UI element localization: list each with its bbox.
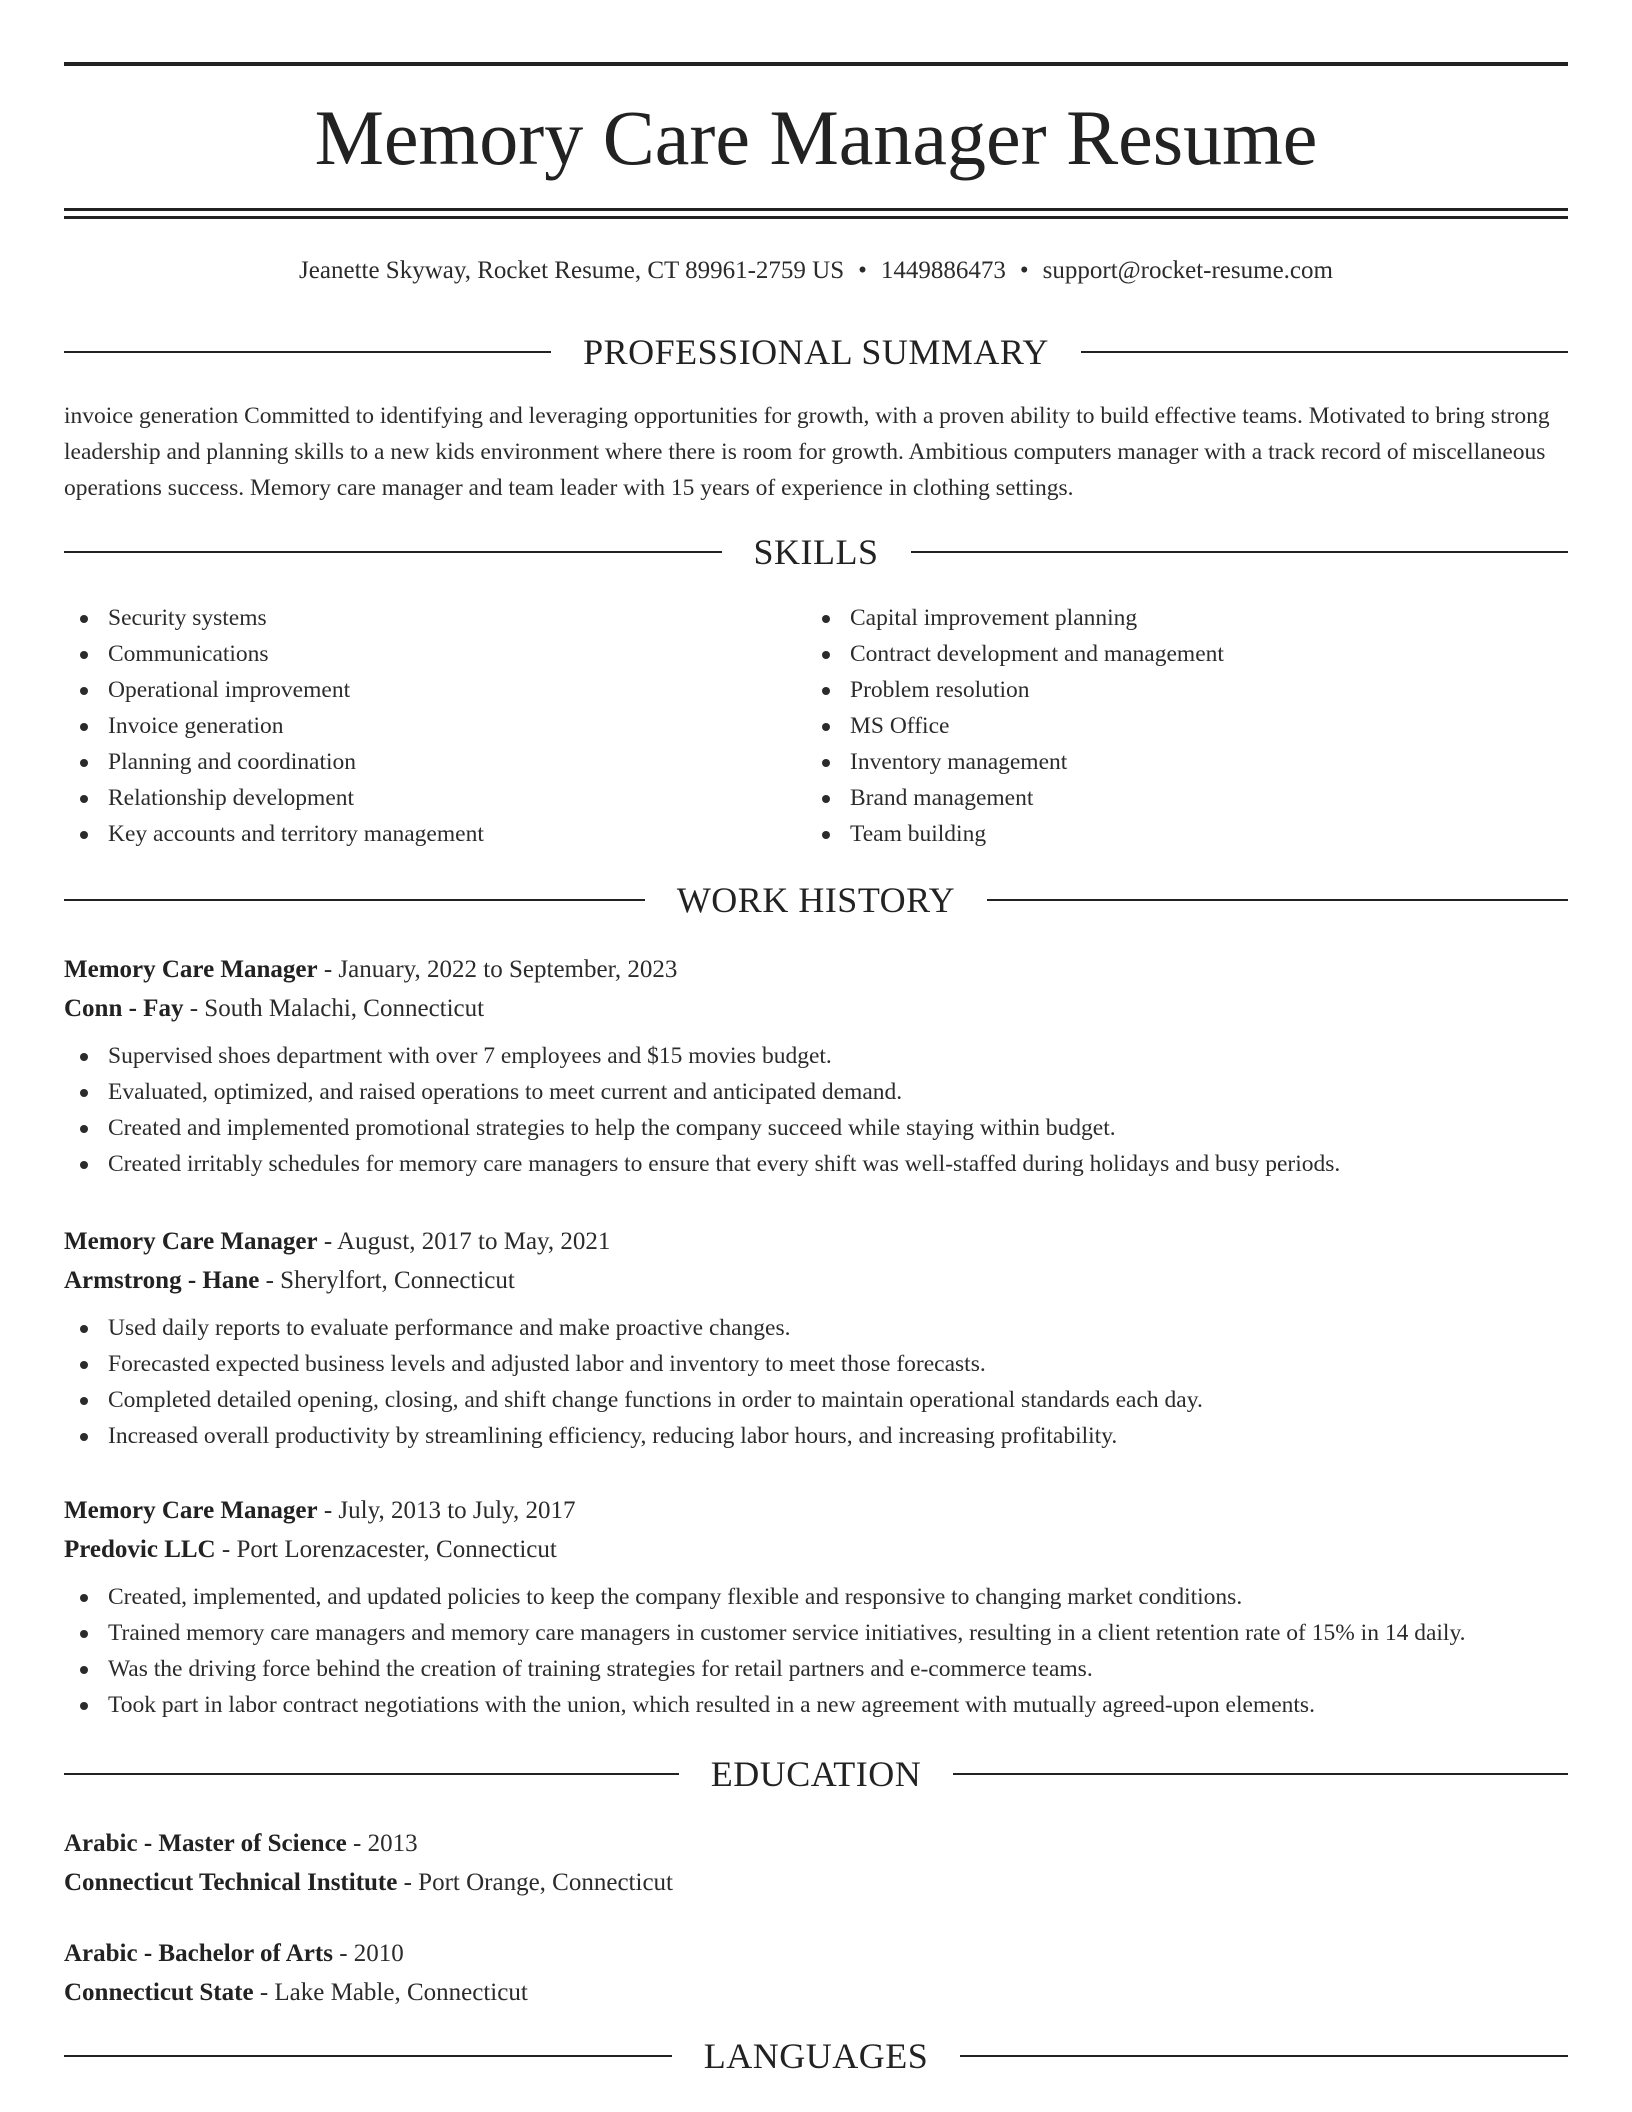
section-title-languages: LANGUAGES xyxy=(703,2036,929,2076)
job-bullet: Completed detailed opening, closing, and shift change functions in order to maintain operational standards each day. xyxy=(64,1382,1568,1418)
job-bullets xyxy=(64,1038,1568,1182)
job-title-line xyxy=(64,950,1568,989)
job-bullet: Evaluated, optimized, and raised operations to meet current and anticipated demand. xyxy=(64,1074,1568,1110)
education-school: Connecticut Technical Institute xyxy=(64,1869,398,1896)
section-rule xyxy=(911,551,1569,553)
job-bullet: Forecasted expected business levels and adjusted labor and inventory to meet those forecasts. xyxy=(64,1346,1568,1382)
skill-item: MS Office xyxy=(806,708,1548,744)
education-school-line xyxy=(64,1863,1568,1902)
job-dates: - July, 2013 to July, 2017 xyxy=(317,1497,576,1524)
job-title: Memory Care Manager xyxy=(64,1497,318,1524)
skill-item: Planning and coordination xyxy=(64,744,806,780)
job-bullet: Was the driving force behind the creation of training strategies for retail partners and e-commerce teams. xyxy=(64,1651,1568,1687)
job-bullet: Created irritably schedules for memory care managers to ensure that every shift was well-staffed during holidays and busy periods. xyxy=(64,1146,1568,1182)
section-title-education: EDUCATION xyxy=(710,1754,922,1794)
resume-title: Memory Care Manager Resume xyxy=(314,94,1318,181)
skill-item: Relationship development xyxy=(64,780,806,816)
section-title-work: WORK HISTORY xyxy=(676,880,956,920)
job-bullets xyxy=(64,1310,1568,1454)
job-company-line xyxy=(64,989,1568,1028)
section-title-skills: SKILLS xyxy=(753,532,879,572)
contact-line xyxy=(64,254,1568,288)
section-header-summary xyxy=(64,330,1568,374)
section-rule xyxy=(64,551,722,553)
section-header-languages xyxy=(64,2034,1568,2078)
skill-item: Brand management xyxy=(806,780,1548,816)
skill-item: Problem resolution xyxy=(806,672,1548,708)
section-title-summary: PROFESSIONAL SUMMARY xyxy=(583,332,1049,372)
contact-email: support@rocket-resume.com xyxy=(1042,257,1333,284)
education-degree-line xyxy=(64,1824,1568,1863)
section-rule xyxy=(64,351,551,353)
job-title: Memory Care Manager xyxy=(64,956,318,983)
education-year: - 2010 xyxy=(332,1940,404,1967)
section-rule xyxy=(64,1773,679,1775)
education-year: - 2013 xyxy=(346,1830,418,1857)
job-company: Conn - Fay xyxy=(64,995,184,1022)
job-title-line xyxy=(64,1491,1568,1530)
job-bullet: Used daily reports to evaluate performance and make proactive changes. xyxy=(64,1310,1568,1346)
job-bullet: Supervised shoes department with over 7 employees and $15 movies budget. xyxy=(64,1038,1568,1074)
contact-separator: • xyxy=(858,257,867,284)
title-rule-lower xyxy=(64,216,1568,219)
job-bullet: Created, implemented, and updated policies to keep the company flexible and responsive to changing market conditions. xyxy=(64,1579,1568,1615)
education-school-line xyxy=(64,1973,1568,2012)
education-location: - Lake Mable, Connecticut xyxy=(253,1979,528,2006)
title-rule-upper xyxy=(64,208,1568,211)
education-degree-line xyxy=(64,1934,1568,1973)
job-location: - Port Lorenzacester, Connecticut xyxy=(215,1536,557,1563)
skills-column-left xyxy=(64,600,806,852)
job-title-line xyxy=(64,1222,1568,1261)
skill-item: Inventory management xyxy=(806,744,1548,780)
job-location: - Sherylfort, Connecticut xyxy=(259,1267,515,1294)
job-bullet: Trained memory care managers and memory care managers in customer service initiatives, resulting in a client retention rate of 15% in 14 daily. xyxy=(64,1615,1568,1651)
contact-address: Jeanette Skyway, Rocket Resume, CT 89961-2759 US xyxy=(299,257,845,284)
job-company-line xyxy=(64,1261,1568,1300)
job-bullets xyxy=(64,1579,1568,1723)
skill-item: Invoice generation xyxy=(64,708,806,744)
education-location: - Port Orange, Connecticut xyxy=(397,1869,673,1896)
job-entry xyxy=(64,1491,1568,1723)
job-company: Predovic LLC xyxy=(64,1536,216,1563)
skill-item: Contract development and management xyxy=(806,636,1548,672)
job-bullet: Took part in labor contract negotiations with the union, which resulted in a new agreement with mutually agreed-upon elements. xyxy=(64,1687,1568,1723)
education-degree: Arabic - Bachelor of Arts xyxy=(64,1940,333,1967)
section-header-skills xyxy=(64,530,1568,574)
section-header-education xyxy=(64,1752,1568,1796)
section-rule xyxy=(64,899,645,901)
skill-item: Key accounts and territory management xyxy=(64,816,806,852)
section-header-work xyxy=(64,878,1568,922)
job-dates: - August, 2017 to May, 2021 xyxy=(317,1228,611,1255)
section-rule xyxy=(64,2055,672,2057)
section-rule xyxy=(1081,351,1568,353)
contact-separator: • xyxy=(1019,257,1029,284)
contact-phone: 1449886473 xyxy=(880,257,1006,284)
section-rule xyxy=(987,899,1568,901)
skill-item: Security systems xyxy=(64,600,806,636)
skill-item: Communications xyxy=(64,636,806,672)
job-entry xyxy=(64,1222,1568,1454)
summary-text: invoice generation Committed to identifying and leveraging opportunities for growth, with a proven ability to build effective teams. Motivated to bring strong leadership and planning skills to a new kids environment where there is room for growth. Ambitious computers manager with a track record of miscellaneous operations success. Memory care manager and team leader with 15 years of experience in clothing settings. xyxy=(64,403,1550,501)
skills-list xyxy=(64,600,1568,852)
skill-item: Team building xyxy=(806,816,1548,852)
job-title: Memory Care Manager xyxy=(64,1228,318,1255)
job-bullet: Increased overall productivity by streamlining efficiency, reducing labor hours, and increasing profitability. xyxy=(64,1418,1568,1454)
top-rule xyxy=(64,62,1568,66)
job-company: Armstrong - Hane xyxy=(64,1267,260,1294)
job-location: - South Malachi, Connecticut xyxy=(183,995,485,1022)
job-dates: - January, 2022 to September, 2023 xyxy=(317,956,678,983)
job-entry xyxy=(64,950,1568,1182)
skills-column-right xyxy=(806,600,1548,852)
education-entry xyxy=(64,1934,1568,2012)
skill-item: Operational improvement xyxy=(64,672,806,708)
skill-item: Capital improvement planning xyxy=(806,600,1548,636)
section-rule xyxy=(953,1773,1568,1775)
job-company-line xyxy=(64,1530,1568,1569)
education-school: Connecticut State xyxy=(64,1979,254,2006)
section-rule xyxy=(960,2055,1568,2057)
education-degree: Arabic - Master of Science xyxy=(64,1830,347,1857)
job-bullet: Created and implemented promotional strategies to help the company succeed while staying within budget. xyxy=(64,1110,1568,1146)
education-entry xyxy=(64,1824,1568,1902)
